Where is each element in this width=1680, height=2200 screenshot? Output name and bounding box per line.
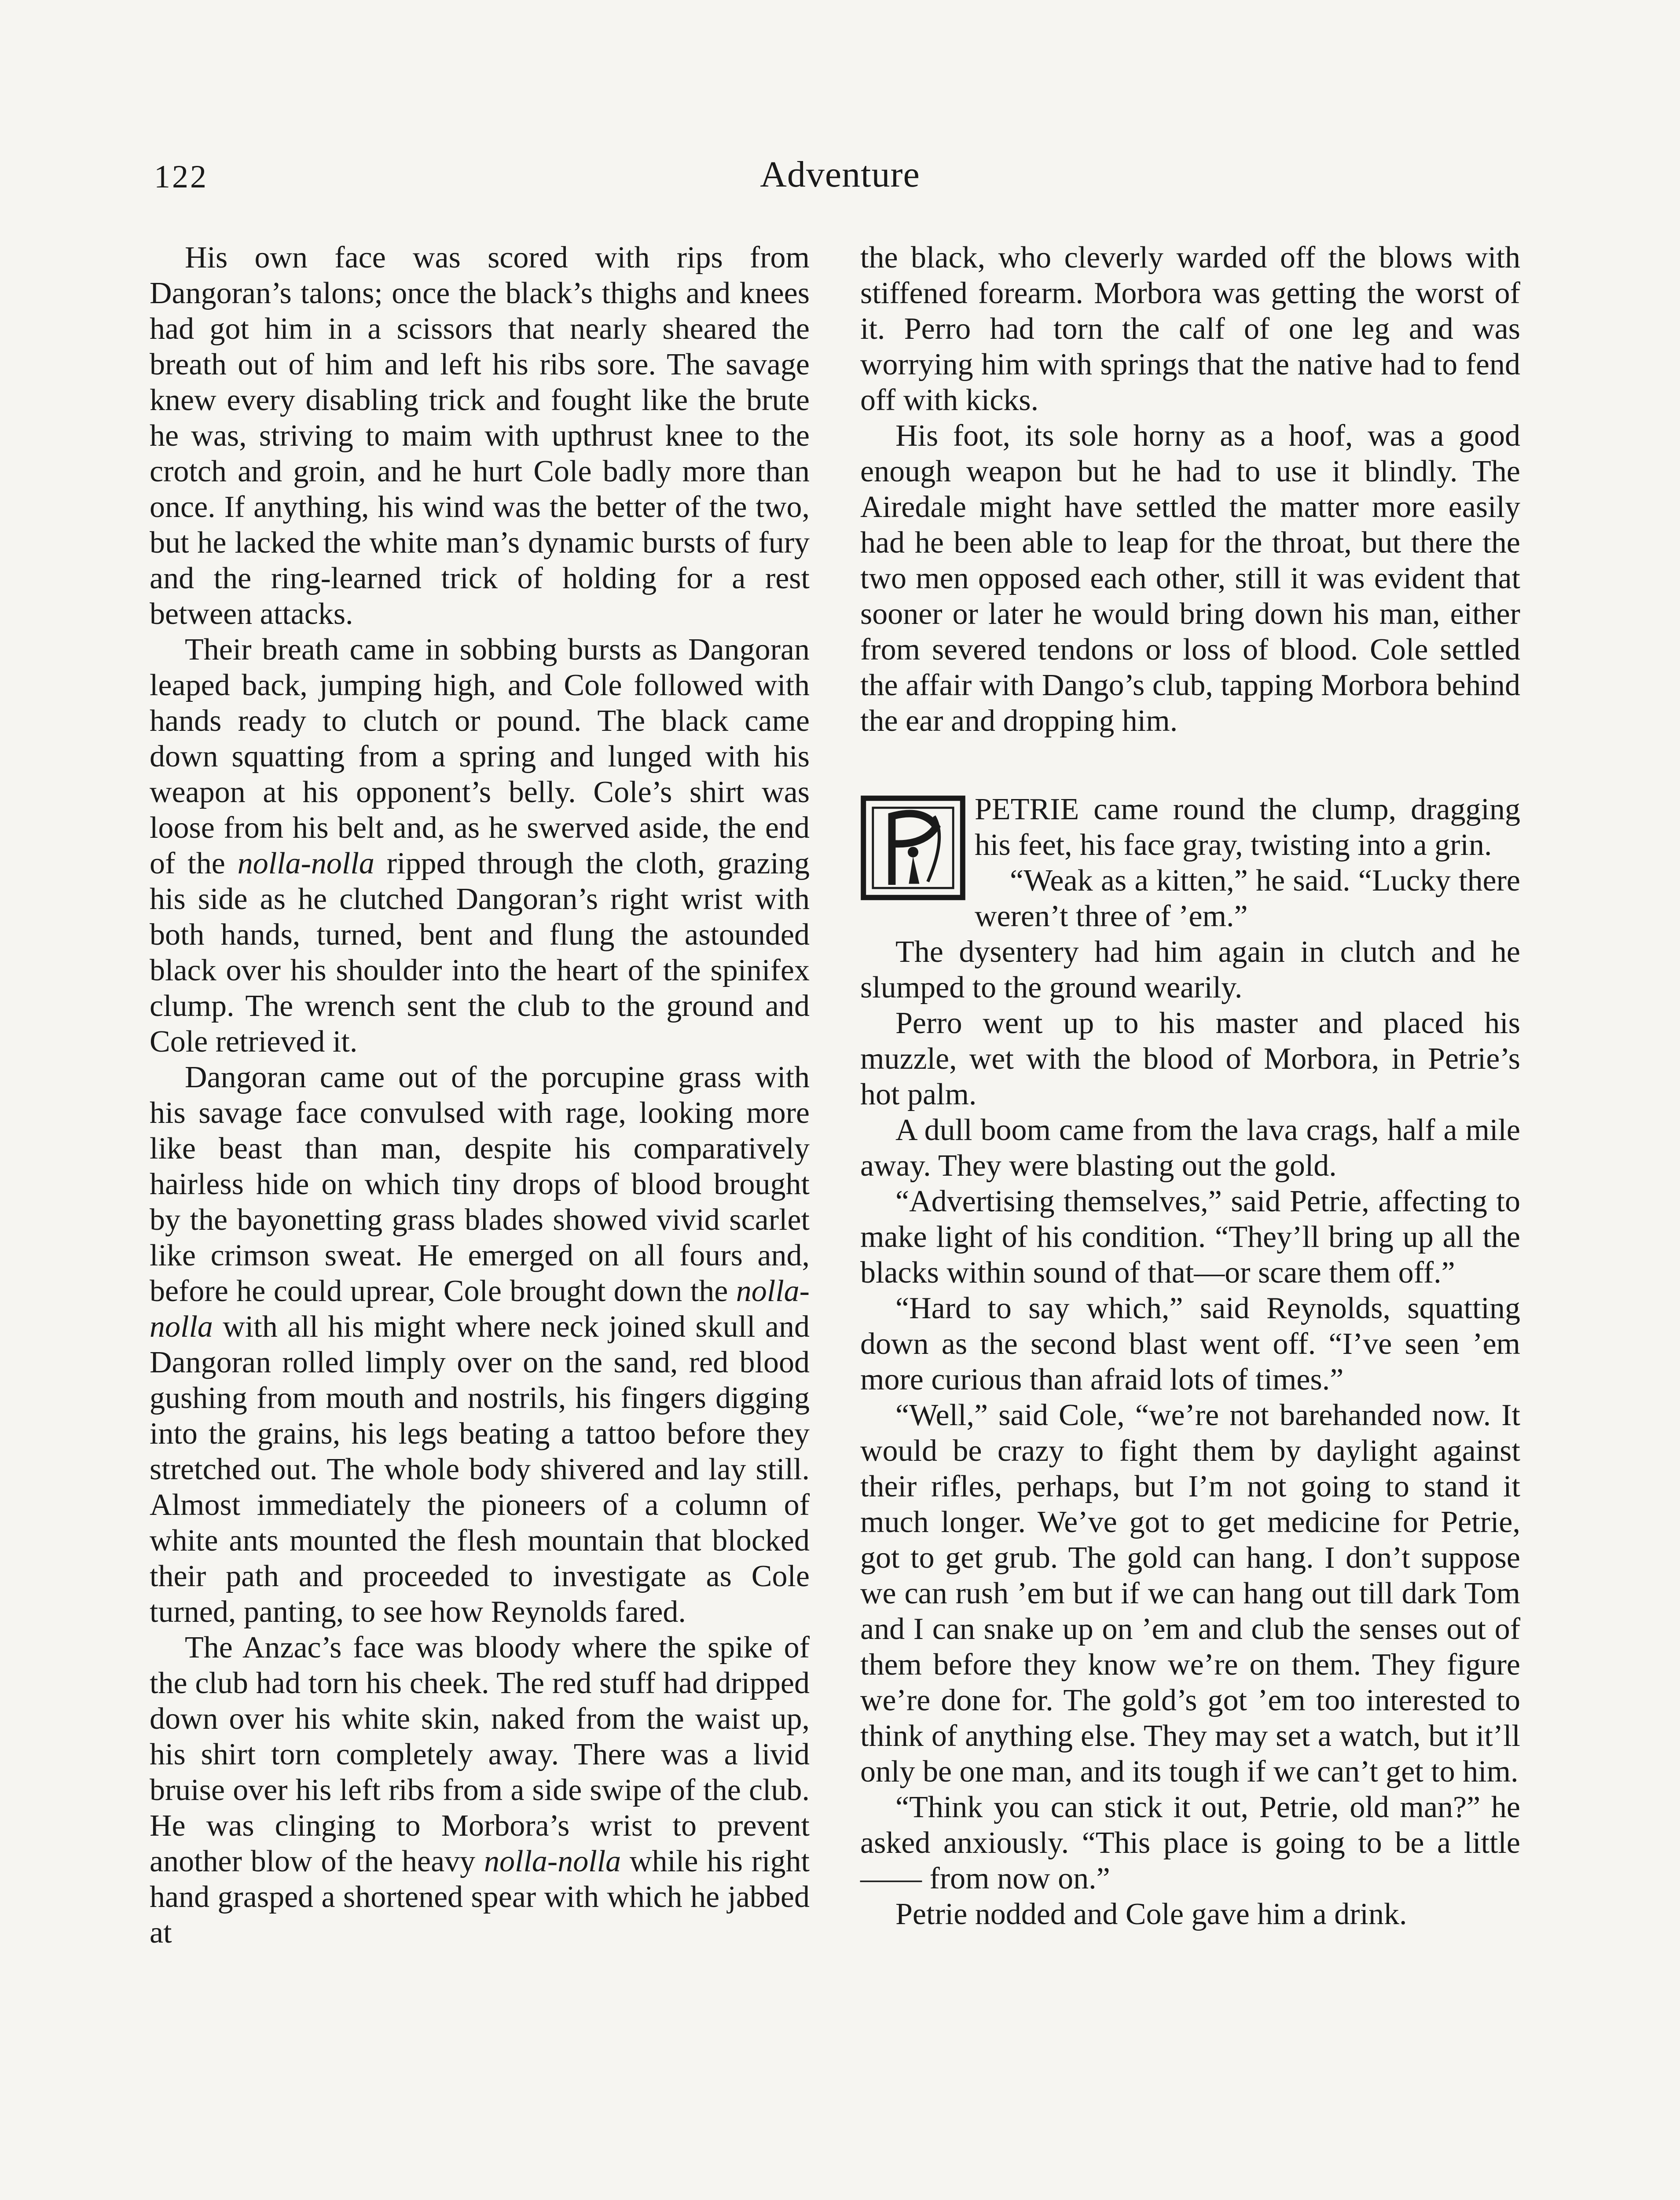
paragraph: Their breath came in sobbing bursts as Dangoran leaped back, jumping high, and Cole followed with hands ready to clutch or pound. The black came down squatting from a spring and lunged with his weapon at his opponent’s belly. Cole’s shirt was loose from his belt and, as he swerved aside, the end of the nolla-nolla ripped through the cloth, grazing his side as he clutched Dangoran’s right wrist with both hands, turned, bent and flung the astounded black over his shoulder into the heart of the spinifex clump. The wrench sent the club to the ground and Cole retrieved it.	[150, 633, 810, 1059]
italic-term: nolla-nolla	[237, 847, 374, 880]
paragraph: the black, who cleverly warded off the blows with stiffened forearm. Morbora was getting the worst of it. Perro had torn the calf of one leg and was worrying him with springs that the native had to fend off with kicks.	[860, 241, 1520, 417]
left-column	[150, 240, 810, 1951]
paragraph: “Think you can stick it out, Petrie, old man?” he asked anxiously. “This place is going to be a little —— from now on.”	[860, 1790, 1520, 1896]
italic-term: nolla-nolla	[150, 1274, 810, 1344]
running-head: Adventure	[760, 154, 920, 195]
paragraph: “Well,” said Cole, “we’re not barehanded now. It would be crazy to fight them by daylight against their rifles, perhaps, but I’m not going to stand it much longer. We’ve got to get medicine for Petrie, got to get grub. The gold can hang. I don’t suppose we can rush ’em but if we can hang out till dark Tom and I can snake up on ’em and club the senses out of them before they know we’re on them. They figure we’re done for. The gold’s got ’em too interested to think of anything else. They may set a watch, but it’ll only be one man, and its tough if we can’t get to him.	[860, 1398, 1520, 1789]
paragraph: The Anzac’s face was bloody where the spike of the club had torn his cheek. The red stuff had dripped down over his white skin, naked from the waist up, his shirt torn completely away. There was a livid bruise over his left ribs from a side swipe of the club. He was clinging to Morbora’s wrist to prevent another blow of the heavy nolla-nolla while his right hand grasped a shortened spear with which he jabbed at	[150, 1631, 810, 1950]
paragraph: “Weak as a kitten,” he said. “Lucky there weren’t three of ’em.”	[975, 864, 1520, 933]
italic-term: nolla-nolla	[484, 1844, 621, 1878]
right-column	[860, 240, 1520, 1932]
paragraph: Dangoran came out of the porcupine grass with his savage face convulsed with rage, looking more like beast than man, despite his comparatively hairless hide on which tiny drops of blood brought by the bayonetting grass blades showed vivid scarlet like crimson sweat. He emerged on all fours and, before he could uprear, Cole brought down the nolla-nolla with all his might where neck joined skull and Dangoran rolled limply over on the sand, red blood gushing from mouth and nostrils, his fingers digging into the grains, his legs beating a tattoo before they stretched out. The whole body shivered and lay still. Almost immediately the pioneers of a column of white ants mounted the flesh mountain that blocked their path and proceeded to investigate as Cole turned, panting, to see how Reynolds fared.	[150, 1060, 810, 1629]
paragraph: The dysentery had him again in clutch and he slumped to the ground wearily.	[860, 935, 1520, 1005]
page-number: 122	[154, 159, 208, 195]
decorative-initial-icon	[860, 795, 966, 901]
paragraph: A dull boom came from the lava crags, half a mile away. They were blasting out the gold.	[860, 1113, 1520, 1183]
paragraph: His own face was scored with rips from Dangoran’s talons; once the black’s thighs and knees had got him in a scissors that nearly sheared the breath out of him and left his ribs sore. The savage knew every disabling trick and fought like the brute he was, striving to maim with upthrust knee to the crotch and groin, and he hurt Cole badly more than once. If anything, his wind was the better of the two, but he lacked the white man’s dynamic bursts of fury and the ring-learned trick of holding for a rest between attacks.	[150, 241, 810, 631]
paragraph: Perro went up to his master and placed his muzzle, wet with the blood of Morbora, in Petrie’s hot palm.	[860, 1006, 1520, 1111]
paragraph: Petrie nodded and Cole gave him a drink.	[895, 1897, 1407, 1931]
paragraph: “Hard to say which,” said Reynolds, squatting down as the second blast went off. “I’ve seen ’em more curious than afraid lots of times.”	[860, 1291, 1520, 1397]
paragraph: “Advertising themselves,” said Petrie, affecting to make light of his condition. “They’ll bring up all the blacks within sound of that—or scare them off.”	[860, 1184, 1520, 1290]
paragraph: PETRIE came round the clump, dragging his feet, his face gray, twisting into a grin.	[860, 792, 1520, 863]
paragraph: His foot, its sole horny as a hoof, was a good enough weapon but he had to use it blindly. The Airedale might have settled the matter more easily had he been able to leap for the throat, but there the two men opposed each other, still it was evident that sooner or later he would bring down his man, either from severed tendons or loss of blood. Cole settled the affair with Dango’s club, tapping Morbora behind the ear and dropping him.	[860, 419, 1520, 738]
